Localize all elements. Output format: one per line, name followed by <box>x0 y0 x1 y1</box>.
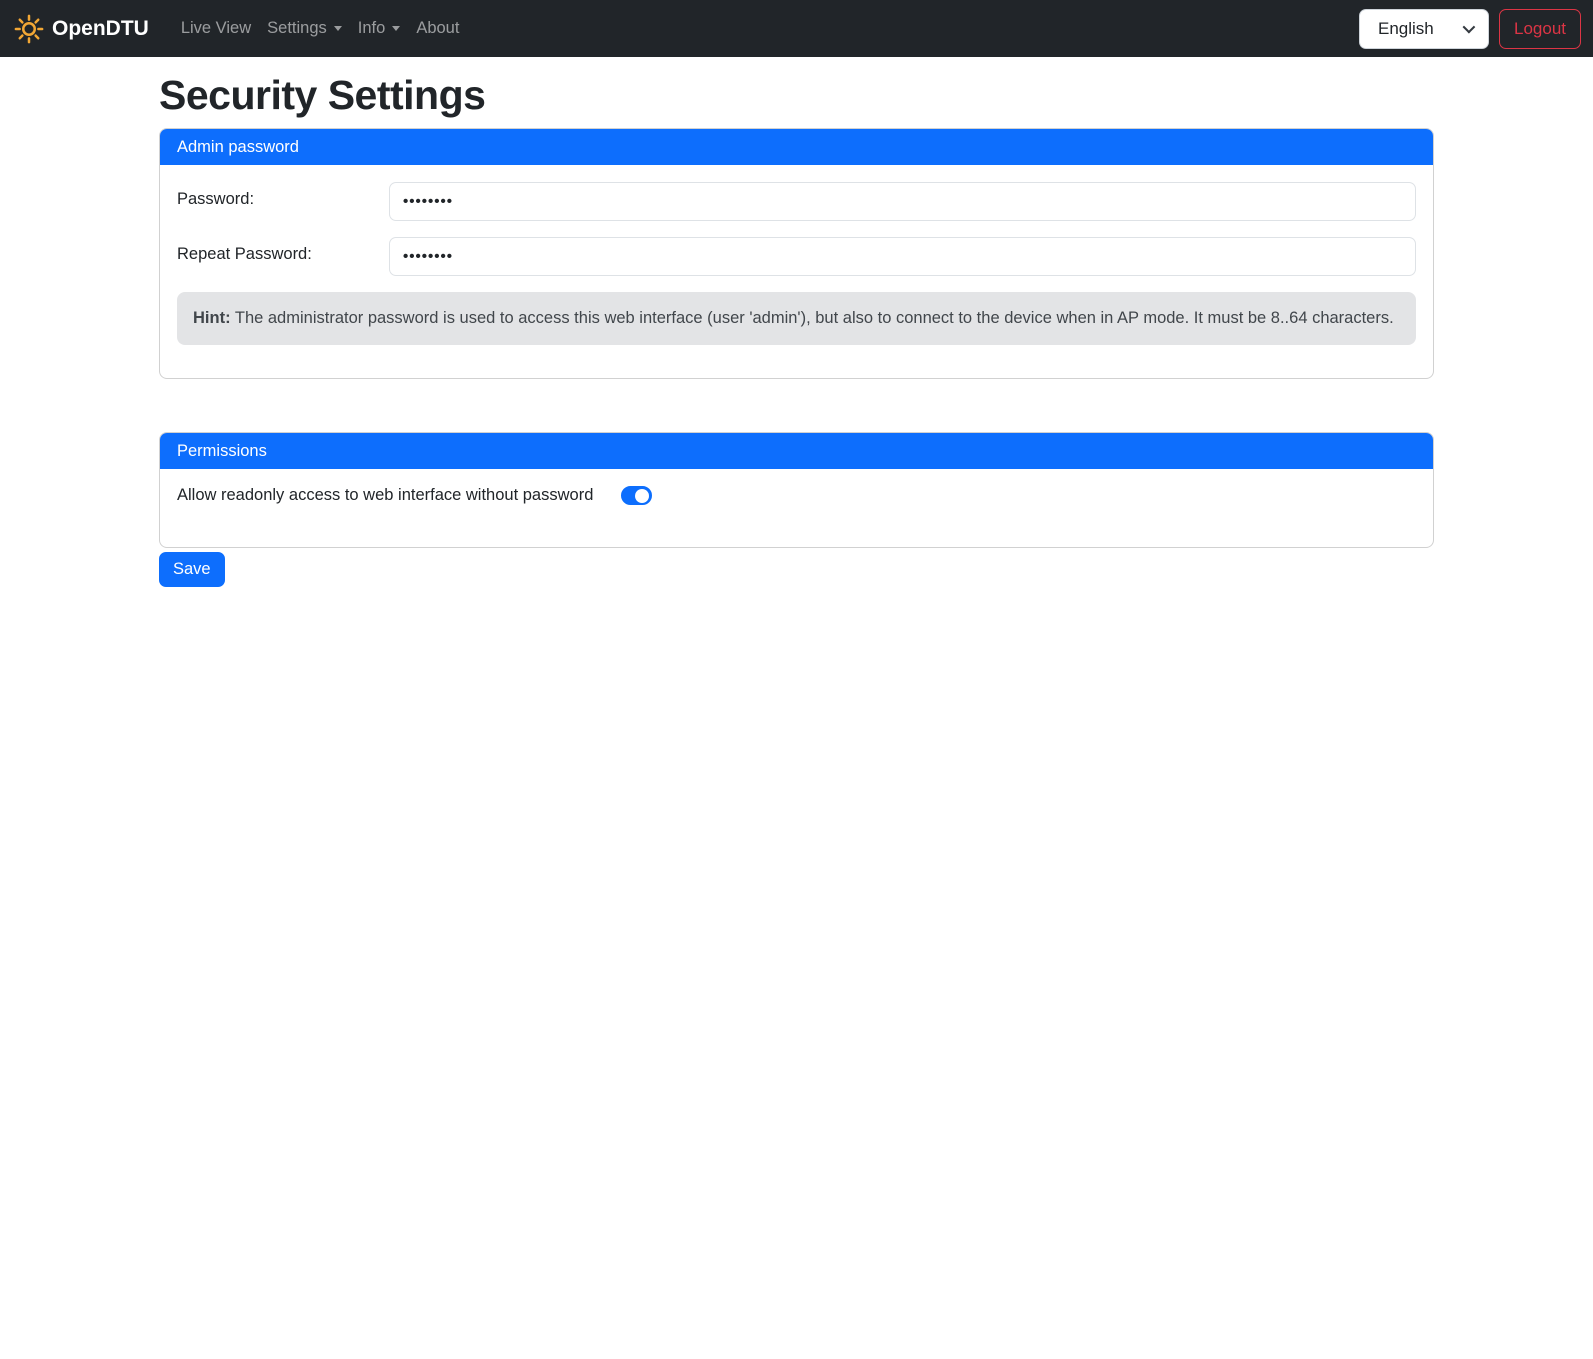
nav-menu <box>173 11 476 46</box>
save-button[interactable]: Save <box>159 552 225 587</box>
nav-info[interactable] <box>358 11 401 46</box>
password-input[interactable] <box>389 182 1416 221</box>
main-content <box>147 72 1446 587</box>
nav-about-label: About <box>416 19 460 37</box>
nav-live-view[interactable] <box>181 11 251 46</box>
nav-info-label: Info <box>357 19 386 37</box>
chevron-down-icon <box>334 26 342 31</box>
logout-button[interactable]: Logout <box>1499 9 1581 49</box>
language-select[interactable] <box>1359 9 1489 49</box>
readonly-access-label: Allow readonly access to web interface without password <box>177 486 594 504</box>
admin-password-card-body <box>160 165 1433 378</box>
password-row <box>177 182 1416 221</box>
permissions-card-body <box>160 469 1433 547</box>
password-hint-alert <box>177 292 1416 345</box>
chevron-down-icon <box>1463 21 1476 34</box>
permissions-card <box>159 432 1434 548</box>
admin-password-card <box>159 128 1434 379</box>
readonly-access-toggle[interactable] <box>621 486 652 505</box>
permissions-card-header: Permissions <box>160 433 1433 469</box>
password-label: Password: <box>177 190 255 208</box>
repeat-password-label: Repeat Password: <box>177 245 312 263</box>
navbar <box>0 0 1593 57</box>
readonly-access-row <box>177 486 1416 530</box>
admin-password-card-header: Admin password <box>160 129 1433 165</box>
brand-link[interactable] <box>14 14 149 44</box>
chevron-down-icon <box>392 26 400 31</box>
sun-icon <box>14 14 44 44</box>
toggle-knob <box>635 489 649 503</box>
brand-label: OpenDTU <box>52 16 149 40</box>
language-selected-value: English <box>1378 18 1434 38</box>
hint-prefix: Hint: <box>193 309 231 327</box>
nav-settings[interactable] <box>267 11 342 46</box>
repeat-password-row <box>177 237 1416 276</box>
repeat-password-input[interactable] <box>389 237 1416 276</box>
page-title: Security Settings <box>159 72 486 118</box>
hint-text: The administrator password is used to access this web interface (user 'admin'), but also to connect to the device when in AP mode. It must be 8..64 characters. <box>230 309 1394 327</box>
nav-about[interactable] <box>416 11 459 46</box>
nav-live-view-label: Live View <box>180 19 252 37</box>
nav-settings-label: Settings <box>267 19 327 37</box>
